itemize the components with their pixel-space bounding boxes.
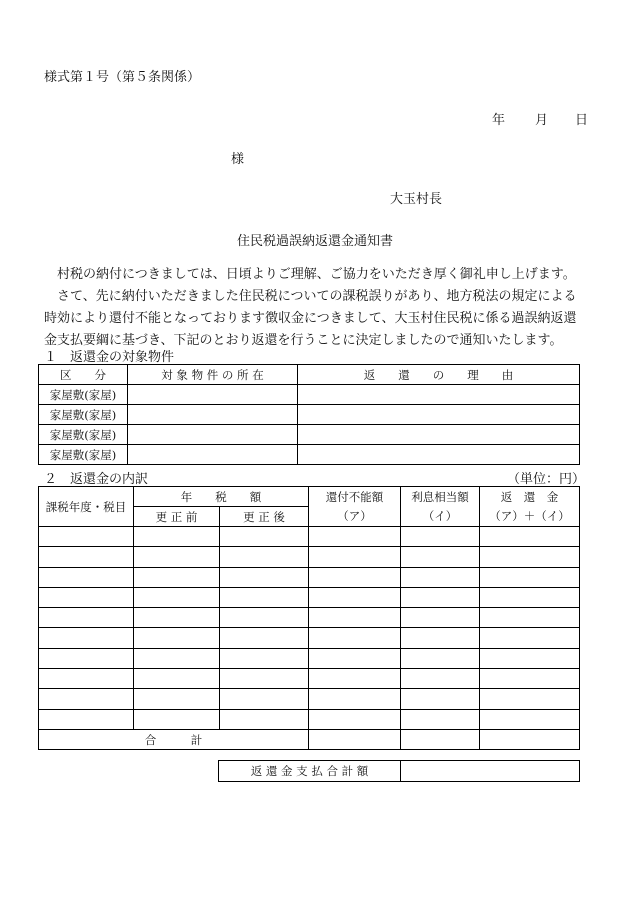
before-cell[interactable] — [134, 709, 220, 729]
date-year: 年 — [492, 113, 506, 128]
col-interest: 利息相当額 — [401, 487, 480, 507]
payment-total-table — [218, 760, 580, 782]
year-tax-cell[interactable] — [39, 628, 134, 648]
col-location: 対 象 物 件 の 所 在 — [128, 365, 298, 385]
form-number: 様式第１号（第５条関係） — [44, 70, 201, 85]
table-row — [39, 587, 580, 607]
table-row — [39, 709, 580, 729]
table-row — [39, 527, 580, 547]
after-cell[interactable] — [220, 587, 309, 607]
col-nonrefund: 還付不能額 — [309, 487, 401, 507]
after-cell[interactable] — [220, 527, 309, 547]
col-annual-tax: 年 税 額 — [134, 487, 309, 507]
date-month: 月 — [535, 113, 549, 128]
property-table — [38, 364, 580, 465]
before-cell[interactable] — [134, 648, 220, 668]
table-row — [39, 445, 580, 465]
body-text — [44, 264, 589, 352]
nonrefund-cell[interactable] — [309, 689, 401, 709]
nonrefund-cell[interactable] — [309, 608, 401, 628]
refund-cell[interactable] — [480, 669, 580, 689]
year-tax-cell[interactable] — [39, 709, 134, 729]
reason-cell[interactable] — [298, 385, 580, 405]
property-table-header — [39, 365, 580, 385]
year-tax-cell[interactable] — [39, 689, 134, 709]
year-tax-cell[interactable] — [39, 648, 134, 668]
paragraph-2-line-2: 時効により還付不能となっております徴収金につきまして、大玉村住民税に係る過誤納返還 — [44, 311, 577, 326]
paragraph-1: 村税の納付につきましては、日頃よりご理解、ご協力をいただき厚く御礼申し上げます。 — [57, 267, 576, 282]
location-cell[interactable] — [128, 405, 298, 425]
table-row — [39, 689, 580, 709]
after-cell[interactable] — [220, 608, 309, 628]
after-cell[interactable] — [220, 669, 309, 689]
interest-cell[interactable] — [401, 709, 480, 729]
category-cell: 家屋敷(家屋) — [39, 405, 128, 425]
category-cell: 家屋敷(家屋) — [39, 425, 128, 445]
category-cell: 家屋敷(家屋) — [39, 385, 128, 405]
after-cell[interactable] — [220, 567, 309, 587]
before-cell[interactable] — [134, 527, 220, 547]
before-cell[interactable] — [134, 547, 220, 567]
table-row — [39, 648, 580, 668]
date-day: 日 — [575, 113, 589, 128]
nonrefund-cell[interactable] — [309, 669, 401, 689]
document-title: 住民税過誤納返還金通知書 — [236, 234, 393, 249]
nonrefund-cell[interactable] — [309, 709, 401, 729]
table-row — [39, 608, 580, 628]
before-cell[interactable] — [134, 628, 220, 648]
total-nonrefund-cell[interactable] — [309, 729, 401, 749]
year-tax-cell[interactable] — [39, 608, 134, 628]
table-row — [39, 385, 580, 405]
interest-cell[interactable] — [401, 628, 480, 648]
year-tax-cell[interactable] — [39, 567, 134, 587]
nonrefund-cell[interactable] — [309, 567, 401, 587]
before-cell[interactable] — [134, 689, 220, 709]
refund-cell[interactable] — [480, 547, 580, 567]
col-nonrefund-sub: （ア） — [309, 507, 401, 527]
refund-cell[interactable] — [480, 709, 580, 729]
breakdown-table — [38, 486, 580, 750]
after-cell[interactable] — [220, 547, 309, 567]
location-cell[interactable] — [128, 425, 298, 445]
section2-heading: ２ 返還金の内訳 — [44, 472, 149, 487]
col-year-tax: 課税年度・税目 — [39, 487, 134, 527]
col-before: 更 正 前 — [134, 507, 220, 527]
year-tax-cell[interactable] — [39, 527, 134, 547]
refund-cell[interactable] — [480, 527, 580, 547]
year-tax-cell[interactable] — [39, 669, 134, 689]
nonrefund-cell[interactable] — [309, 587, 401, 607]
nonrefund-cell[interactable] — [309, 648, 401, 668]
interest-cell[interactable] — [401, 669, 480, 689]
category-cell: 家屋敷(家屋) — [39, 445, 128, 465]
before-cell[interactable] — [134, 608, 220, 628]
table-row — [39, 628, 580, 648]
refund-cell[interactable] — [480, 689, 580, 709]
after-cell[interactable] — [220, 709, 309, 729]
total-label: 合 計 — [39, 729, 309, 749]
interest-cell[interactable] — [401, 587, 480, 607]
nonrefund-cell[interactable] — [309, 628, 401, 648]
col-category: 区 分 — [39, 365, 128, 385]
nonrefund-cell[interactable] — [309, 527, 401, 547]
location-cell[interactable] — [128, 445, 298, 465]
refund-cell[interactable] — [480, 587, 580, 607]
col-interest-sub: （イ） — [401, 507, 480, 527]
issuer: 大玉村長 — [390, 192, 443, 207]
interest-cell[interactable] — [401, 648, 480, 668]
breakdown-header-row-1 — [39, 487, 580, 507]
total-refund-cell[interactable] — [480, 729, 580, 749]
reason-cell[interactable] — [298, 405, 580, 425]
col-refund: 返 還 金 — [480, 487, 580, 507]
interest-cell[interactable] — [401, 527, 480, 547]
before-cell[interactable] — [134, 669, 220, 689]
paragraph-2-line-1: さて、先に納付いただきました住民税についての課税誤りがあり、地方税法の規定による — [57, 289, 577, 304]
payment-total-label: 返 還 金 支 払 合 計 額 — [219, 761, 401, 782]
table-row — [39, 547, 580, 567]
payment-total-cell[interactable] — [401, 761, 580, 782]
recipient: 様 — [231, 152, 245, 167]
col-refund-sub: （ア）＋（イ） — [480, 507, 580, 527]
table-row — [39, 669, 580, 689]
interest-cell[interactable] — [401, 689, 480, 709]
year-tax-cell[interactable] — [39, 547, 134, 567]
nonrefund-cell[interactable] — [309, 547, 401, 567]
table-row — [39, 567, 580, 587]
after-cell[interactable] — [220, 648, 309, 668]
reason-cell[interactable] — [298, 445, 580, 465]
location-cell[interactable] — [128, 385, 298, 405]
breakdown-body — [39, 527, 580, 730]
refund-cell[interactable] — [480, 628, 580, 648]
refund-cell[interactable] — [480, 608, 580, 628]
paragraph-2-line-3: 金支払要綱に基づき、下記のとおり返還を行うことに決定しましたので通知いたします。 — [44, 333, 563, 348]
before-cell[interactable] — [134, 567, 220, 587]
interest-cell[interactable] — [401, 547, 480, 567]
col-reason: 返 還 の 理 由 — [298, 365, 580, 385]
before-cell[interactable] — [134, 587, 220, 607]
table-row — [39, 425, 580, 445]
year-tax-cell[interactable] — [39, 587, 134, 607]
refund-cell[interactable] — [480, 567, 580, 587]
table-row — [39, 405, 580, 425]
col-after: 更 正 後 — [220, 507, 309, 527]
unit-label: （単位：円） — [507, 472, 586, 487]
total-row — [39, 729, 580, 749]
after-cell[interactable] — [220, 628, 309, 648]
refund-cell[interactable] — [480, 648, 580, 668]
interest-cell[interactable] — [401, 567, 480, 587]
total-interest-cell[interactable] — [401, 729, 480, 749]
interest-cell[interactable] — [401, 608, 480, 628]
section1-heading: １ 返還金の対象物件 — [44, 350, 175, 365]
reason-cell[interactable] — [298, 425, 580, 445]
after-cell[interactable] — [220, 689, 309, 709]
